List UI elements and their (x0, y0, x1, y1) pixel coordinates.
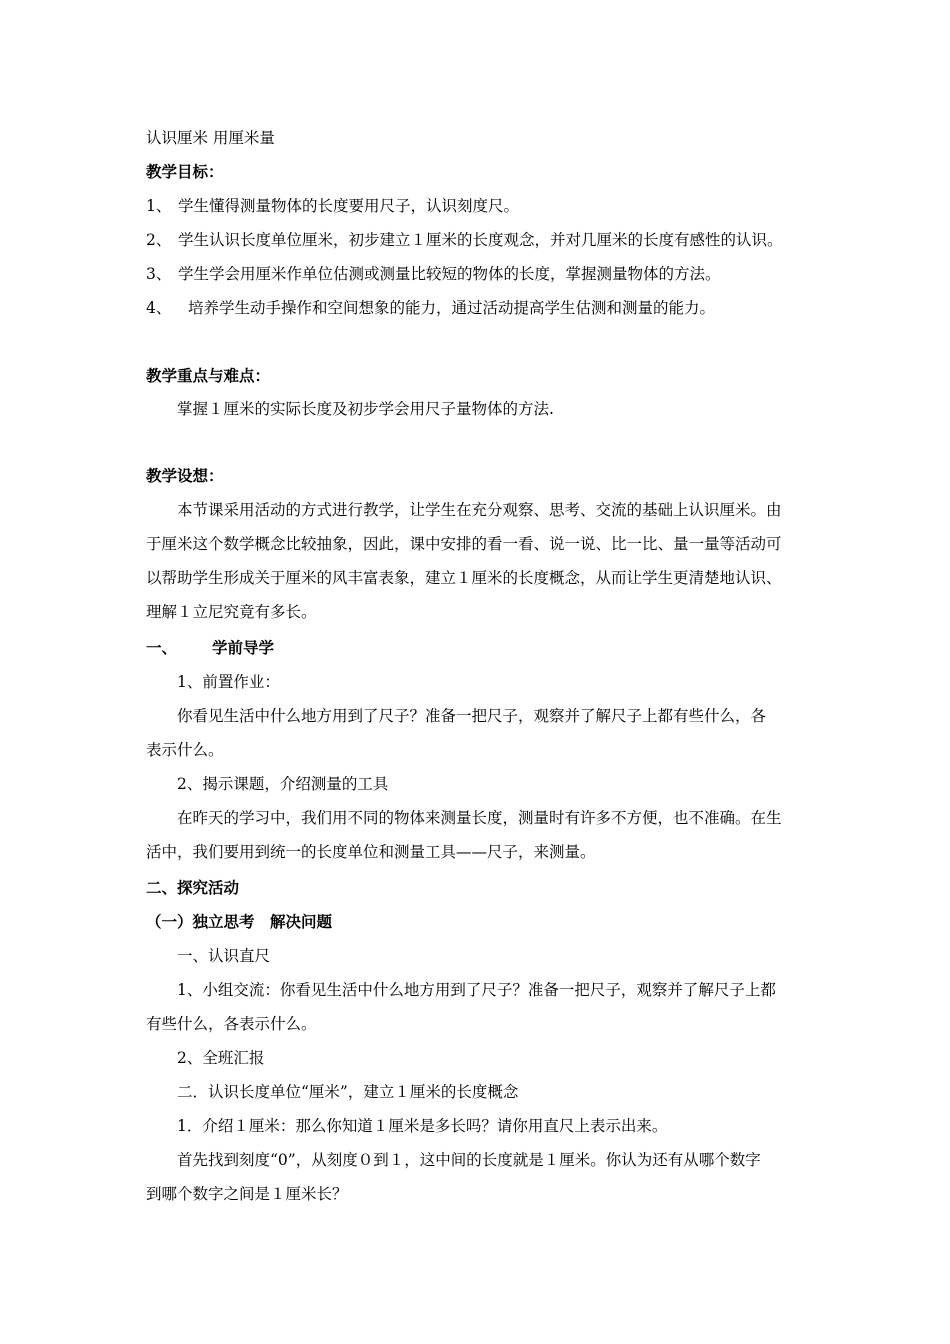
section-heading-goals: 教学目标： (146, 162, 224, 181)
paragraph-line: 活中，我们要用到统一的长度单位和测量工具——尺子，来测量。 (146, 843, 596, 861)
list-item: 1、前置作业： (177, 673, 280, 691)
part-heading-pre-study (146, 638, 274, 658)
goal-number: 4、 (146, 299, 172, 317)
list-item: 1．介绍１厘米：那么你知道１厘米是多长吗？请你用直尺上表示出来。 (177, 1117, 668, 1135)
list-item: 2、揭示课题，介绍测量的工具 (177, 775, 389, 793)
paragraph-line: 在昨天的学习中，我们用不同的物体来测量长度，测量时有许多不方便，也不准确。在生 (177, 809, 782, 827)
goal-text: 学生懂得测量物体的长度要用尺子，认识刻度尺。 (178, 197, 520, 215)
section-heading-teaching-idea: 教学设想： (146, 466, 224, 485)
goal-text: 培养学生动手操作和空间想象的能力，通过活动提高学生估测和测量的能力。 (188, 299, 716, 317)
paragraph-line: 到哪个数字之间是１厘米长？ (146, 1185, 348, 1203)
paragraph-line: 有些什么，各表示什么。 (146, 1015, 317, 1033)
goal-number: 1、 (146, 197, 172, 215)
activity-heading: 二．认识长度单位“厘米”，建立１厘米的长度概念 (177, 1083, 519, 1101)
paragraph-line: 你看见生活中什么地方用到了尺子？准备一把尺子，观察并了解尺子上都有些什么，各 (177, 707, 767, 725)
paragraph-line: 以帮助学生形成关于厘米的风丰富表象，建立１厘米的长度概念，从而让学生更清楚地认识、 (146, 569, 782, 587)
part-number: 一、 (146, 638, 178, 657)
part-heading-explore: 二、探究活动 (146, 878, 240, 897)
goal-number: 3、 (146, 265, 172, 283)
key-points-text: 掌握１厘米的实际长度及初步学会用尺子量物体的方法. (177, 400, 554, 418)
paragraph-line: 1、小组交流：你看见生活中什么地方用到了尺子？准备一把尺子，观察并了解尺子上都 (177, 981, 776, 999)
goal-item (146, 298, 715, 318)
subsection-heading: （一）独立思考 解决问题 (146, 912, 333, 931)
paragraph-line: 理解１立尼究竟有多长。 (146, 603, 317, 621)
paragraph-line: 本节课采用活动的方式进行教学，让学生在充分观察、思考、交流的基础上认识厘米。由 (177, 501, 782, 519)
list-item: 2、全班汇报 (177, 1049, 265, 1067)
part-title: 学前导学 (212, 638, 275, 657)
goal-number: 2、 (146, 231, 172, 249)
goal-item (146, 264, 721, 284)
goal-item (146, 230, 783, 250)
goal-text: 学生学会用厘米作单位估测或测量比较短的物体的长度，掌握测量物体的方法。 (178, 265, 721, 283)
goal-item (146, 196, 519, 216)
paragraph-line: 首先找到刻度“0”，从刻度０到１，这中间的长度就是１厘米。你认为还有从哪个数字 (177, 1151, 761, 1169)
paragraph-line: 表示什么。 (146, 741, 224, 759)
paragraph-line: 于厘米这个数学概念比较抽象，因此，课中安排的看一看、说一说、比一比、量一量等活动可 (146, 535, 782, 553)
activity-heading: 一、认识直尺 (177, 947, 271, 965)
document-title: 认识厘米 用厘米量 (146, 129, 275, 147)
goal-text: 学生认识长度单位厘米，初步建立１厘米的长度观念，并对几厘米的长度有感性的认识。 (178, 231, 783, 249)
section-heading-key-points: 教学重点与难点： (146, 366, 271, 385)
